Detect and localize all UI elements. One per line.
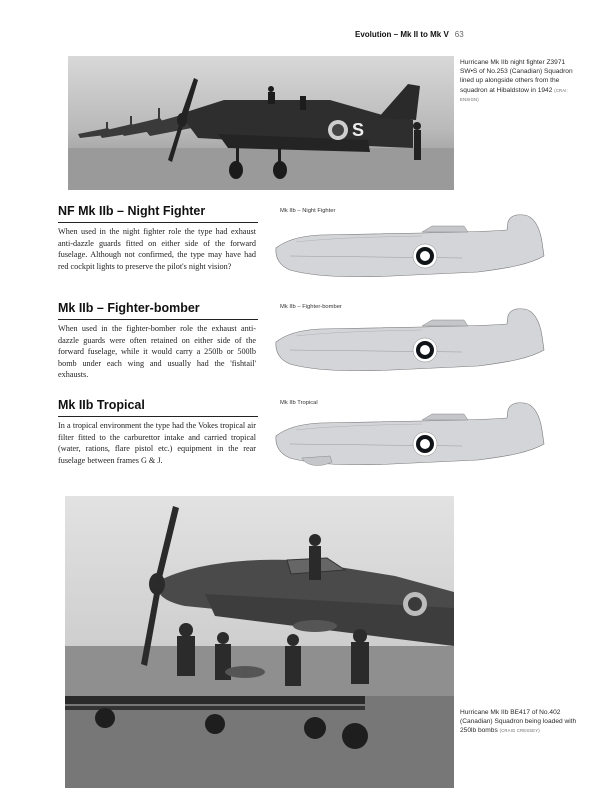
top-photo-caption — [460, 58, 578, 104]
bottom-photo-image — [65, 496, 454, 788]
aircraft-profile-fighter-bomber — [272, 306, 548, 388]
section-body-night-fighter: When used in the night fighter role the type had exhaust anti-dazzle guards fitted on either side of the forward fuselage. Although not confirmed, the type may have had red cockpit lights to preserve the pilot's night vision? — [58, 227, 256, 271]
section-body-fighter-bomber: When used in the fighter-bomber role the exhaust anti-dazzle guards were often retained on either side of the forward fuselage, while it would carry a 250lb or 500lb bomb under each wing and usually had the 'fishtail' exhausts. — [58, 324, 256, 380]
section-divider — [58, 319, 258, 320]
bottom-caption-credit: (CRAIG CRESSEY) — [499, 728, 540, 734]
running-header — [355, 30, 575, 39]
top-photo — [68, 56, 454, 190]
profile-label-night-fighter: Mk IIb – Night Fighter — [280, 208, 336, 214]
section-title-tropical: Mk IIb Tropical — [58, 398, 145, 412]
aircraft-code-letter: S — [352, 120, 365, 140]
section-title-fighter-bomber: Mk IIb – Fighter-bomber — [58, 301, 200, 315]
aircraft-profile-night-fighter — [272, 212, 548, 294]
section-divider — [58, 222, 258, 223]
section-title-night-fighter: NF Mk IIb – Night Fighter — [58, 204, 206, 218]
aircraft-profile-tropical — [272, 400, 548, 482]
bottom-caption-text: Hurricane Mk IIb BE417 of No.402 (Canadian) Squadron being loaded with 250lb bombs — [460, 709, 577, 735]
profile-label-fighter-bomber: Mk IIb – Fighter-bomber — [280, 304, 342, 310]
top-caption-credit: (CRAI: ENSIGN) — [460, 87, 568, 102]
profile-label-tropical: Mk IIb Tropical — [280, 400, 318, 406]
bottom-photo — [65, 496, 454, 788]
bottom-photo-caption — [460, 708, 578, 736]
section-body-tropical: In a tropical environment the type had the Vokes tropical air filter fitted to the carburettor intake and carried tropical (water, rations, flare pistol etc.) equipment in the rear fuselage between frames G & J. — [58, 421, 256, 465]
running-title: Evolution – Mk II to Mk V — [355, 30, 449, 39]
top-caption-text: Hurricane Mk IIb night fighter Z3971 SW•S of No.253 (Canadian) Squadron lined up alongside others from the squadron at Hibaldstow in 1942 — [460, 59, 573, 94]
page-number: 63 — [454, 30, 464, 39]
section-divider — [58, 416, 258, 417]
top-photo-image — [68, 56, 454, 190]
